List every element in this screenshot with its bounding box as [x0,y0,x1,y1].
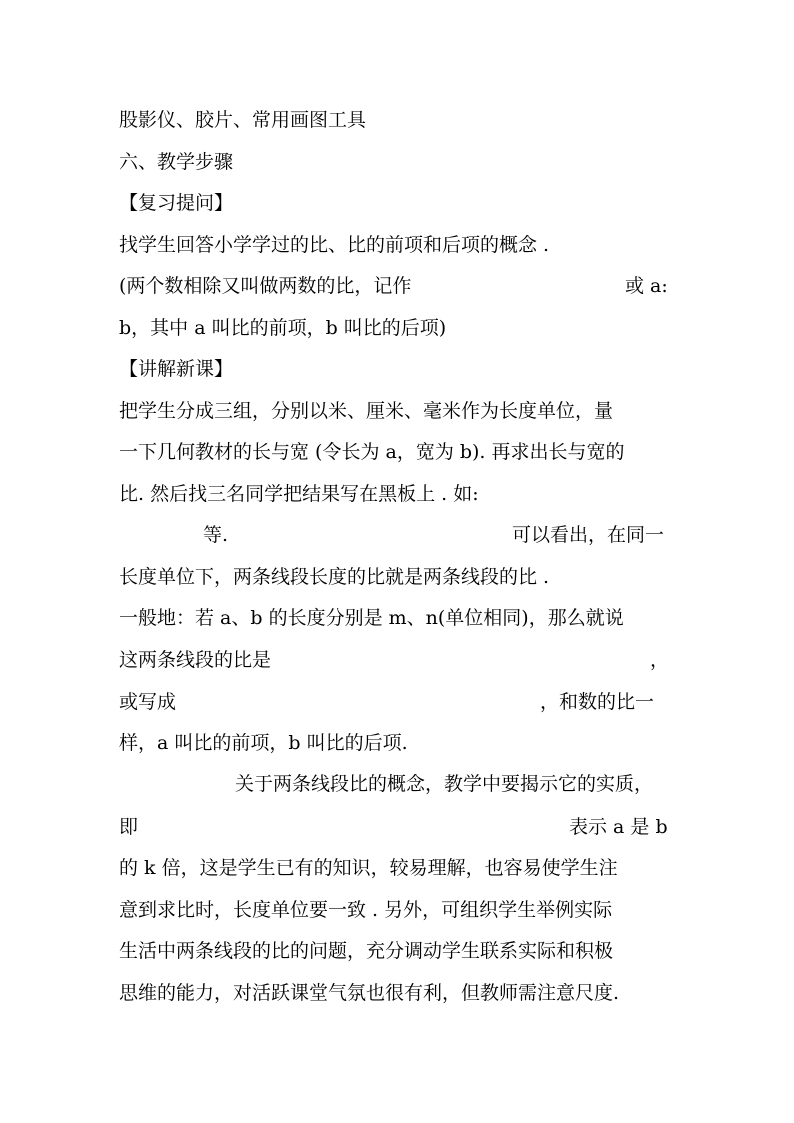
text-line-2: 六、教学步骤 [119,151,234,173]
text-line-22: 思维的能力，对活跃课堂气氛也很有利，但教师需注意尺度. [119,982,620,1004]
text-line-8: 把学生分成三组，分别以米、厘米、毫米作为长度单位，量 [119,400,614,422]
text-line-5-right: 或 a: [625,275,668,297]
text-line-4: 找学生回答小学学过的比、比的前项和后项的概念 . [119,234,550,256]
text-line-9: 一下几何教材的长与宽 (令长为 a，宽为 b). 再求出长与宽的 [119,441,625,463]
text-line-15-right: ，和数的比一 [540,691,655,713]
text-line-3: 【复习提问】 [119,192,234,214]
text-line-11-left: 等. [203,524,229,546]
text-line-14-left: 这两条线段的比是 [119,649,272,671]
text-line-6: b，其中 a 叫比的前项，b 叫比的后项) [119,317,447,339]
text-line-18-left: 即 [119,816,139,838]
text-line-18-right: 表示 a 是 b [569,816,668,838]
text-line-10: 比. 然后找三名同学把结果写在黑板上 . 如: [119,483,479,505]
text-line-17: 关于两条线段比的概念，教学中要揭示它的实质， [235,773,654,795]
text-line-14-right: ， [650,649,670,671]
text-line-19: 的 k 倍，这是学生已有的知识，较易理解，也容易使学生注 [119,857,618,879]
text-line-21: 生活中两条线段的比的问题，充分调动学生联系实际和积极 [119,940,614,962]
text-line-16: 样，a 叫比的前项，b 叫比的后项. [119,732,408,754]
text-line-5-left: (两个数相除又叫做两数的比，记作 [119,275,412,297]
text-line-1: 股影仪、胶片、常用画图工具 [119,109,367,131]
text-line-20: 意到求比时，长度单位要一致 . 另外，可组织学生举例实际 [119,899,613,921]
text-line-15-left: 或写成 [119,691,177,713]
text-line-7: 【讲解新课】 [119,358,234,380]
text-line-13: 一般地：若 a、b 的长度分别是 m、n(单位相同)，那么就说 [119,607,624,629]
text-line-12: 长度单位下，两条线段长度的比就是两条线段的比 . [119,566,550,588]
text-line-11-right: 可以看出，在同一 [512,524,665,546]
